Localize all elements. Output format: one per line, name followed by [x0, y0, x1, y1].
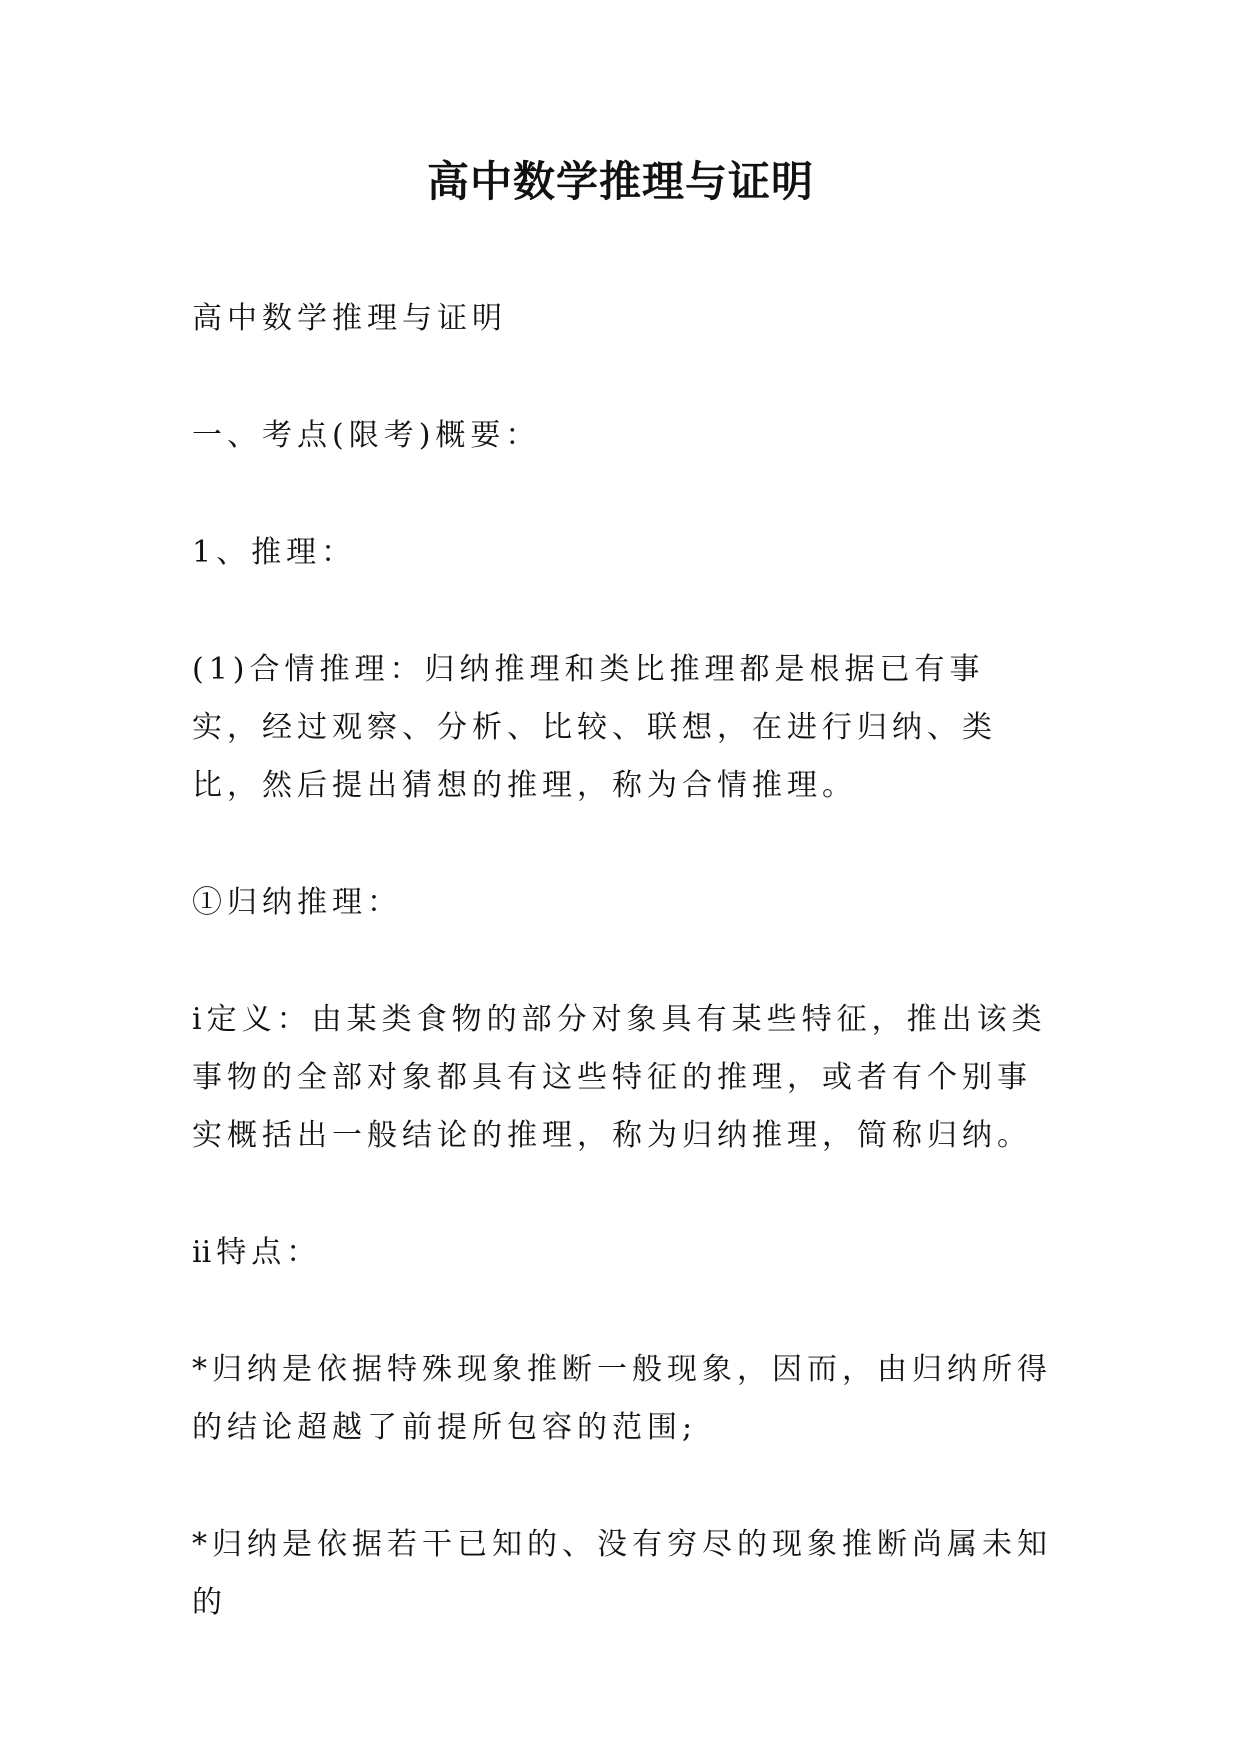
paragraph-feature-1: *归纳是依据特殊现象推断一般现象，因而，由归纳所得的结论超越了前提所包容的范围;: [192, 1352, 1052, 1445]
paragraph-feature-2: *归纳是依据若干已知的、没有穷尽的现象推断尚属未知的: [192, 1527, 1052, 1620]
paragraph-plausible-reasoning: (1)合情推理：归纳推理和类比推理都是根据已有事实，经过观察、分析、比较、联想，在进行归纳、类比，然后提出猜想的推理，称为合情推理。: [192, 652, 997, 803]
paragraph-inductive-heading: ①归纳推理：: [192, 885, 402, 920]
paragraph-item-reasoning: 1、推理：: [192, 535, 357, 570]
paragraph-section-heading: 一、考点(限考)概要：: [192, 418, 541, 453]
paragraph-features-heading: ⅱ特点：: [192, 1235, 322, 1270]
paragraph-definition: ⅰ定义：由某类食物的部分对象具有某些特征，推出该类事物的全部对象都具有这些特征的推理，或者有个别事实概括出一般结论的推理，称为归纳推理，简称归纳。: [192, 1002, 1047, 1153]
document-title: 高中数学推理与证明: [426, 157, 814, 206]
document-body: [192, 290, 1052, 1632]
paragraph-subtitle: 高中数学推理与证明: [192, 301, 507, 336]
